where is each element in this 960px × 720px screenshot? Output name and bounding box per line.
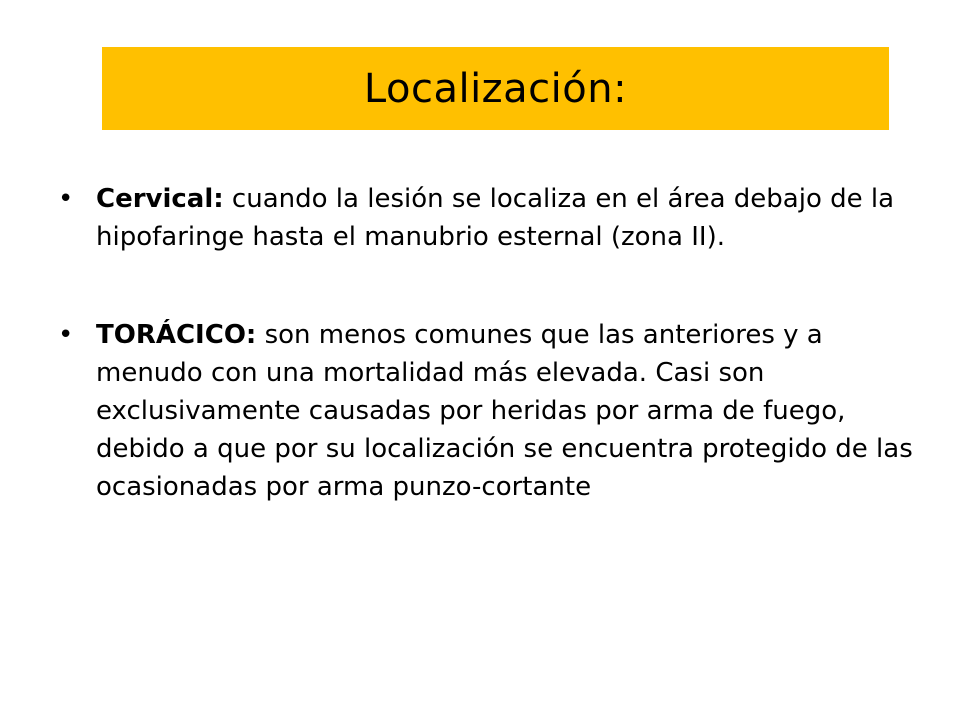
- title-banner: [102, 47, 889, 130]
- bullet-list: [58, 180, 918, 566]
- bullet-text: son menos comunes que las anteriores y a menudo con una mortalidad más elevada. Casi son exclusivamente causadas por heridas por arma de fuego, debido a que por su localización se encuentra protegido de las ocasionadas por arma punzo-cortante: [96, 320, 913, 502]
- bullet-icon: •: [58, 320, 74, 350]
- slide-title: Localización:: [363, 65, 628, 112]
- bullet-text: cuando la lesión se localiza en el área debajo de la hipofaringe hasta el manubrio esternal (zona II).: [96, 184, 895, 252]
- bullet-item-toracico: [58, 316, 918, 506]
- bullet-label: Cervical:: [96, 184, 224, 214]
- bullet-item-cervical: [58, 180, 918, 256]
- bullet-label: TORÁCICO:: [96, 320, 257, 350]
- bullet-icon: •: [58, 184, 74, 214]
